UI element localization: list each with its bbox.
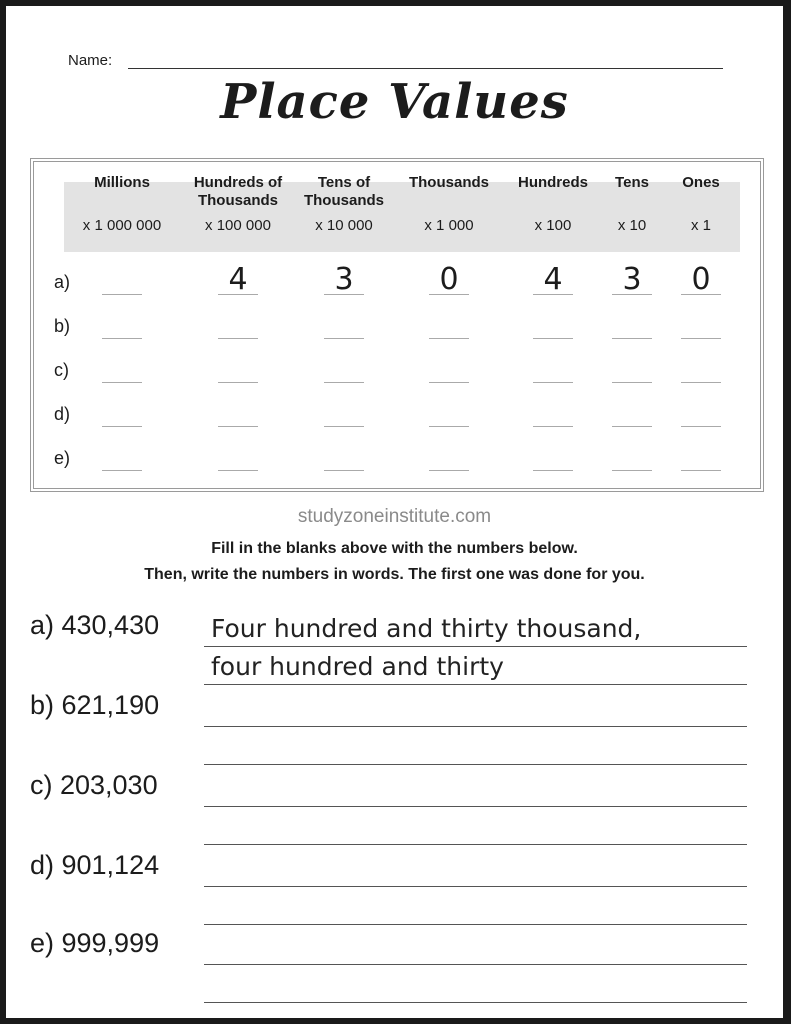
digit-value: 3 <box>334 262 354 297</box>
digit-blank[interactable] <box>429 338 469 339</box>
answer-line[interactable] <box>204 844 747 845</box>
digit-blank[interactable] <box>324 426 364 427</box>
name-label: Name: <box>68 52 113 69</box>
question-label: b) 621,190 <box>30 690 160 720</box>
question-label: a) 430,430 <box>30 610 160 640</box>
column-multiplier: x 10 <box>617 217 647 234</box>
answer-line[interactable] <box>204 806 747 807</box>
column-multiplier: x 1 <box>690 217 711 234</box>
digit-value: 0 <box>691 262 711 297</box>
digit-blank[interactable] <box>218 470 258 471</box>
digit-blank[interactable] <box>681 470 721 471</box>
column-header: Tens of Thousands <box>303 174 384 209</box>
digit-blank[interactable] <box>612 426 652 427</box>
digit-blank[interactable] <box>102 338 142 339</box>
website-label: studyzoneinstitute.com <box>297 506 492 527</box>
digit-blank[interactable] <box>102 470 142 471</box>
digit-value: 3 <box>622 262 642 297</box>
column-header: Thousands <box>408 174 489 191</box>
answer-line[interactable] <box>204 964 747 965</box>
name-row <box>68 46 723 68</box>
digit-value: 4 <box>543 262 563 297</box>
worksheet-page <box>6 6 783 1018</box>
column-header: Ones <box>682 174 720 191</box>
answer-line[interactable] <box>204 886 747 887</box>
column-multiplier: x 100 <box>534 217 572 234</box>
instruction-line-1: Fill in the blanks above with the numbers below. <box>211 540 578 557</box>
row-label: d) <box>54 404 71 424</box>
answer-line[interactable] <box>204 726 747 727</box>
digit-blank[interactable] <box>324 338 364 339</box>
digit-blank[interactable] <box>612 382 652 383</box>
digit-blank[interactable] <box>681 338 721 339</box>
digit-blank[interactable] <box>429 382 469 383</box>
column-header: Hundreds of Thousands <box>193 174 283 209</box>
column-header: Millions <box>94 174 150 191</box>
row-label: a) <box>54 272 71 292</box>
digit-blank[interactable] <box>429 426 469 427</box>
digit-blank[interactable] <box>102 294 142 295</box>
digit-blank[interactable] <box>102 382 142 383</box>
row-label: e) <box>54 448 71 468</box>
digit-blank[interactable] <box>612 338 652 339</box>
row-label: b) <box>54 316 71 336</box>
digit-blank[interactable] <box>533 382 573 383</box>
digit-blank[interactable] <box>218 382 258 383</box>
digit-blank[interactable] <box>681 426 721 427</box>
digit-blank[interactable] <box>429 470 469 471</box>
digit-blank[interactable] <box>533 338 573 339</box>
answer-line[interactable] <box>204 684 747 685</box>
answer-text: four hundred and thirty <box>211 652 504 681</box>
digit-blank[interactable] <box>533 470 573 471</box>
column-header: Hundreds <box>517 174 588 191</box>
answer-text: Four hundred and thirty thousand, <box>211 614 642 643</box>
answer-line[interactable] <box>204 646 747 647</box>
digit-blank[interactable] <box>102 426 142 427</box>
question-label: c) 203,030 <box>30 770 158 800</box>
digit-blank[interactable] <box>533 426 573 427</box>
digit-blank[interactable] <box>218 338 258 339</box>
column-multiplier: x 10 000 <box>315 217 373 234</box>
digit-blank[interactable] <box>324 382 364 383</box>
digit-blank[interactable] <box>324 470 364 471</box>
answer-line[interactable] <box>204 924 747 925</box>
column-multiplier: x 100 000 <box>205 217 271 234</box>
digit-blank[interactable] <box>218 426 258 427</box>
column-multiplier: x 1 000 <box>424 217 474 234</box>
digit-value: 4 <box>228 262 248 297</box>
question-label: d) 901,124 <box>30 850 160 880</box>
digit-blank[interactable] <box>681 382 721 383</box>
row-label: c) <box>54 360 69 380</box>
digit-value: 0 <box>439 262 459 297</box>
instruction-line-2: Then, write the numbers in words. The first one was done for you. <box>144 566 645 583</box>
place-value-table <box>30 158 764 492</box>
answer-line[interactable] <box>204 1002 747 1003</box>
column-header: Tens <box>615 174 649 191</box>
page-title: Place Values <box>220 74 569 130</box>
name-field[interactable] <box>128 68 723 69</box>
digit-blank[interactable] <box>612 470 652 471</box>
answer-line[interactable] <box>204 764 747 765</box>
column-multiplier: x 1 000 000 <box>82 217 162 234</box>
question-label: e) 999,999 <box>30 928 160 958</box>
